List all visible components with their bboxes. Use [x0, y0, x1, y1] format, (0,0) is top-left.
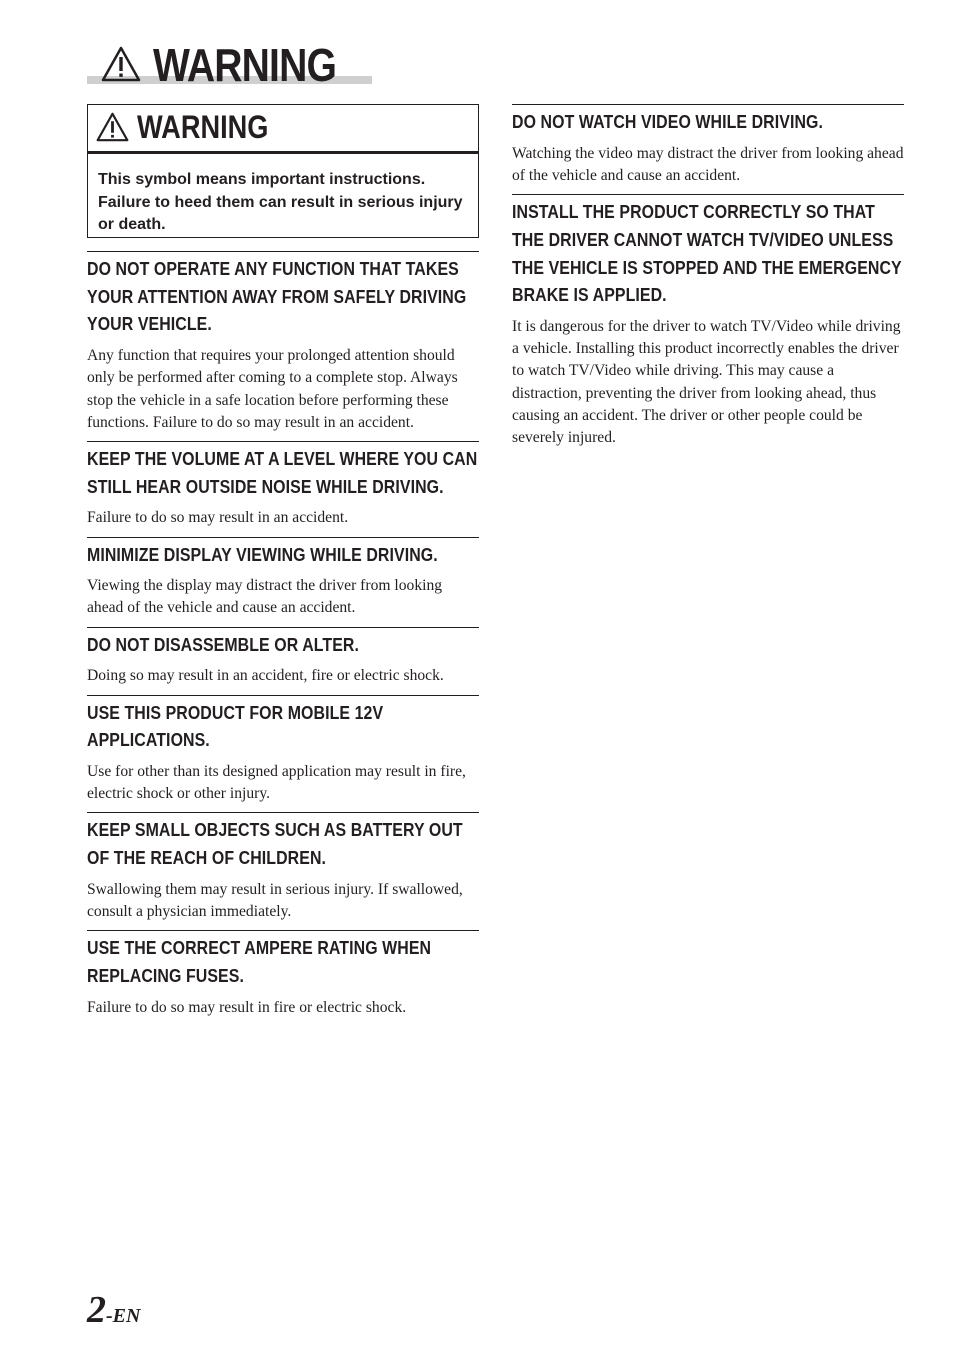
section-body: Swallowing them may result in serious injury. If swallowed, consult a physician immediately.	[87, 880, 463, 920]
section-heading: DO NOT DISASSEMBLE OR ALTER.	[87, 633, 360, 655]
page-title-text: WARNING	[153, 39, 337, 91]
section-body: It is dangerous for the driver to watch TV/Video while driving a vehicle. Installing this product incorrectly enables the driver to watch TV/Video while driving. This may cause a distraction, preventing the driver from looking ahead, thus causing an accident. The driver or other people could be severely injured.	[512, 317, 901, 446]
section	[87, 537, 479, 627]
section-body: Doing so may result in an accident, fire or electric shock.	[87, 667, 444, 685]
section	[512, 194, 904, 456]
section-body: Use for other than its designed application may result in fire, electric shock or other injury.	[87, 762, 466, 803]
page-number-suffix: -EN	[106, 1305, 141, 1327]
warning-triangle-icon	[96, 112, 129, 142]
section	[87, 695, 479, 813]
section-heading: DO NOT OPERATE ANY FUNCTION THAT TAKES YOUR ATTENTION AWAY FROM SAFELY DRIVING YOUR VEHICLE.	[87, 258, 467, 335]
section-body: Watching the video may distract the driver from looking ahead of the vehicle and cause an accident.	[512, 144, 904, 184]
section	[87, 441, 479, 537]
section-body: Any function that requires your prolonged attention should only be performed after coming to a complete stop. Always stop the vehicle in a safe location before performing these functions. Failure to do so may result in an accident.	[87, 347, 458, 431]
section-body: Failure to do so may result in an accident.	[87, 509, 349, 527]
page-number	[87, 1288, 140, 1332]
warning-box-text: This symbol means important instructions. Failure to heed them can result in serious injury or death.	[98, 171, 463, 233]
section-body: Failure to do so may result in fire or electric shock.	[87, 998, 407, 1016]
section	[87, 627, 479, 695]
section-heading: DO NOT WATCH VIDEO WHILE DRIVING.	[512, 111, 824, 132]
section-heading: USE THIS PRODUCT FOR MOBILE 12V APPLICATIONS.	[87, 701, 384, 751]
left-column	[87, 104, 479, 1026]
section-heading: INSTALL THE PRODUCT CORRECTLY SO THAT THE DRIVER CANNOT WATCH TV/VIDEO UNLESS THE VEHICLE IS STOPPED AND THE EMERGENCY BRAKE IS APPLIED.	[512, 201, 902, 306]
page-title	[87, 39, 377, 91]
section	[512, 104, 904, 194]
section-heading: MINIMIZE DISPLAY VIEWING WHILE DRIVING.	[87, 543, 438, 565]
section-heading: KEEP THE VOLUME AT A LEVEL WHERE YOU CAN STILL HEAR OUTSIDE NOISE WHILE DRIVING.	[87, 447, 478, 497]
warning-box	[87, 104, 479, 238]
warning-triangle-icon	[101, 46, 141, 82]
section-body: Viewing the display may distract the driver from looking ahead of the vehicle and cause an accident.	[87, 577, 443, 617]
warning-box-header	[88, 105, 478, 154]
section-heading: KEEP SMALL OBJECTS SUCH AS BATTERY OUT OF THE REACH OF CHILDREN.	[87, 819, 463, 869]
section	[87, 251, 479, 441]
section-heading: USE THE CORRECT AMPERE RATING WHEN REPLACING FUSES.	[87, 937, 432, 986]
section	[87, 812, 479, 930]
page-number-digit: 2	[87, 1289, 106, 1331]
right-column	[512, 104, 904, 456]
section	[87, 930, 479, 1026]
warning-box-title: WARNING	[137, 109, 269, 145]
